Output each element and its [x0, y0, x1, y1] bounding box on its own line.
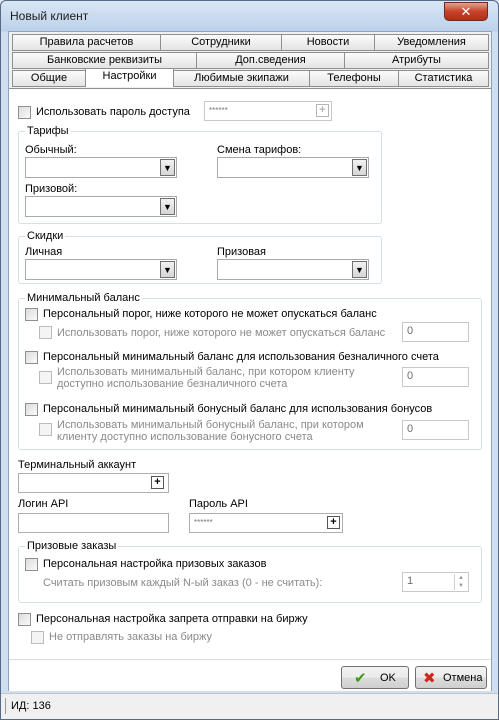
footer-divider	[9, 659, 491, 660]
personal-cashless-label: Персональный минимальный баланс для использования безналичного счета	[43, 351, 439, 363]
access-password-plus-button[interactable]: +	[316, 104, 329, 117]
tab-extra-info[interactable]: Доп.сведения	[196, 52, 345, 69]
tariff-change-select[interactable]	[217, 157, 369, 178]
use-bonus-label-line1: Использовать минимальный бонусный баланс, при котором	[57, 419, 364, 431]
tab-bank-details[interactable]: Банковские реквизиты	[12, 52, 197, 69]
cashless-value-field[interactable]: 0	[402, 367, 469, 387]
ok-button[interactable]	[341, 666, 409, 689]
use-cashless-label-line1: Использовать минимальный баланс, при котором клиенту	[57, 366, 355, 378]
use-cashless-label-line2: доступно использование безналичного счета	[57, 378, 288, 390]
prize-orders-legend: Призовые заказы	[27, 540, 117, 552]
tab-general[interactable]: Общие	[12, 70, 86, 87]
api-password-plus-button[interactable]: +	[327, 516, 340, 529]
use-cashless-checkbox[interactable]	[39, 371, 52, 384]
tab-calc-rules[interactable]: Правила расчетов	[12, 34, 161, 51]
personal-bonus-checkbox[interactable]	[25, 403, 38, 416]
personal-discount-label: Личная	[25, 246, 63, 258]
cancel-label: Отмена	[443, 672, 483, 684]
personal-threshold-checkbox[interactable]	[25, 308, 38, 321]
regular-tariff-label: Обычный:	[25, 144, 77, 156]
tab-favorite-crews[interactable]: Любимые экипажи	[173, 70, 310, 87]
ok-label: OK	[380, 672, 396, 684]
dont-send-checkbox[interactable]	[31, 631, 44, 644]
api-login-label: Логин API	[18, 498, 69, 510]
chevron-down-icon: ▼	[160, 159, 175, 176]
spin-down-icon[interactable]: ▼	[454, 582, 467, 590]
exchange-ban-checkbox[interactable]	[18, 613, 31, 626]
dialog-body	[8, 31, 492, 691]
prize-tariff-select[interactable]	[25, 196, 177, 217]
tab-attributes[interactable]: Атрибуты	[344, 52, 489, 69]
regular-tariff-select[interactable]	[25, 157, 177, 178]
use-bonus-checkbox[interactable]	[39, 423, 52, 436]
tab-settings[interactable]: Настройки	[85, 68, 174, 87]
status-separator	[5, 698, 6, 714]
personal-discount-select[interactable]	[25, 259, 177, 280]
use-threshold-checkbox[interactable]	[39, 326, 52, 339]
chevron-down-icon: ▼	[352, 261, 367, 278]
prize-discount-label: Призовая	[217, 246, 267, 258]
use-password-label: Использовать пароль доступа	[36, 106, 190, 118]
api-password-field[interactable]: ******	[189, 513, 343, 533]
tab-news[interactable]: Новости	[281, 34, 375, 51]
prize-tariff-label: Призовой:	[25, 183, 78, 195]
dont-send-label: Не отправлять заказы на биржу	[49, 631, 213, 643]
use-password-checkbox[interactable]	[18, 106, 31, 119]
tab-phones[interactable]: Телефоны	[309, 70, 399, 87]
threshold-value-field[interactable]: 0	[402, 322, 469, 342]
use-threshold-label: Использовать порог, ниже которого не может опускаться баланс	[57, 327, 386, 339]
window-title: Новый клиент	[10, 9, 89, 23]
tab-statistics[interactable]: Статистика	[398, 70, 489, 87]
close-button[interactable]: ✕	[444, 2, 488, 21]
chevron-down-icon: ▼	[160, 261, 175, 278]
title-bar	[1, 1, 498, 31]
check-icon: ✔	[354, 670, 367, 687]
api-login-field[interactable]	[18, 513, 169, 533]
spin-up-icon[interactable]: ▲	[454, 574, 467, 582]
terminal-account-plus-button[interactable]: +	[151, 476, 164, 489]
prize-orders-label: Персональная настройка призовых заказов	[43, 558, 267, 570]
personal-bonus-label: Персональный минимальный бонусный баланс для использования бонусов	[43, 403, 433, 415]
min-balance-legend: Минимальный баланс	[27, 292, 140, 304]
prize-discount-select[interactable]	[217, 259, 369, 280]
cancel-icon: ✖	[423, 670, 436, 687]
cancel-button[interactable]	[415, 666, 487, 689]
chevron-down-icon: ▼	[160, 198, 175, 215]
client-id: ИД: 136	[11, 700, 51, 712]
exchange-ban-label: Персональная настройка запрета отправки на биржу	[36, 613, 308, 625]
settings-panel	[9, 88, 491, 691]
prize-orders-checkbox[interactable]	[25, 558, 38, 571]
access-password-field[interactable]: ******	[204, 101, 332, 121]
tab-notifications[interactable]: Уведомления	[374, 34, 489, 51]
api-password-label: Пароль API	[189, 498, 248, 510]
use-bonus-label-line2: клиенту доступно использование бонусного счета	[57, 431, 313, 443]
nth-order-label: Считать призовым каждый N-ый заказ (0 - не считать):	[43, 577, 323, 589]
status-bar	[1, 693, 498, 719]
chevron-down-icon: ▼	[352, 159, 367, 176]
terminal-account-field[interactable]	[18, 473, 169, 493]
discounts-legend: Скидки	[27, 230, 64, 242]
terminal-account-label: Терминальный аккаунт	[18, 459, 137, 471]
tariff-change-label: Смена тарифов:	[217, 144, 302, 156]
personal-threshold-label: Персональный порог, ниже которого не может опускаться баланс	[43, 308, 377, 320]
personal-cashless-checkbox[interactable]	[25, 351, 38, 364]
tariffs-legend: Тарифы	[27, 125, 69, 137]
tab-employees[interactable]: Сотрудники	[160, 34, 282, 51]
nth-order-stepper[interactable]: 1 ▲ ▼	[402, 572, 469, 592]
bonus-value-field[interactable]: 0	[402, 420, 469, 440]
